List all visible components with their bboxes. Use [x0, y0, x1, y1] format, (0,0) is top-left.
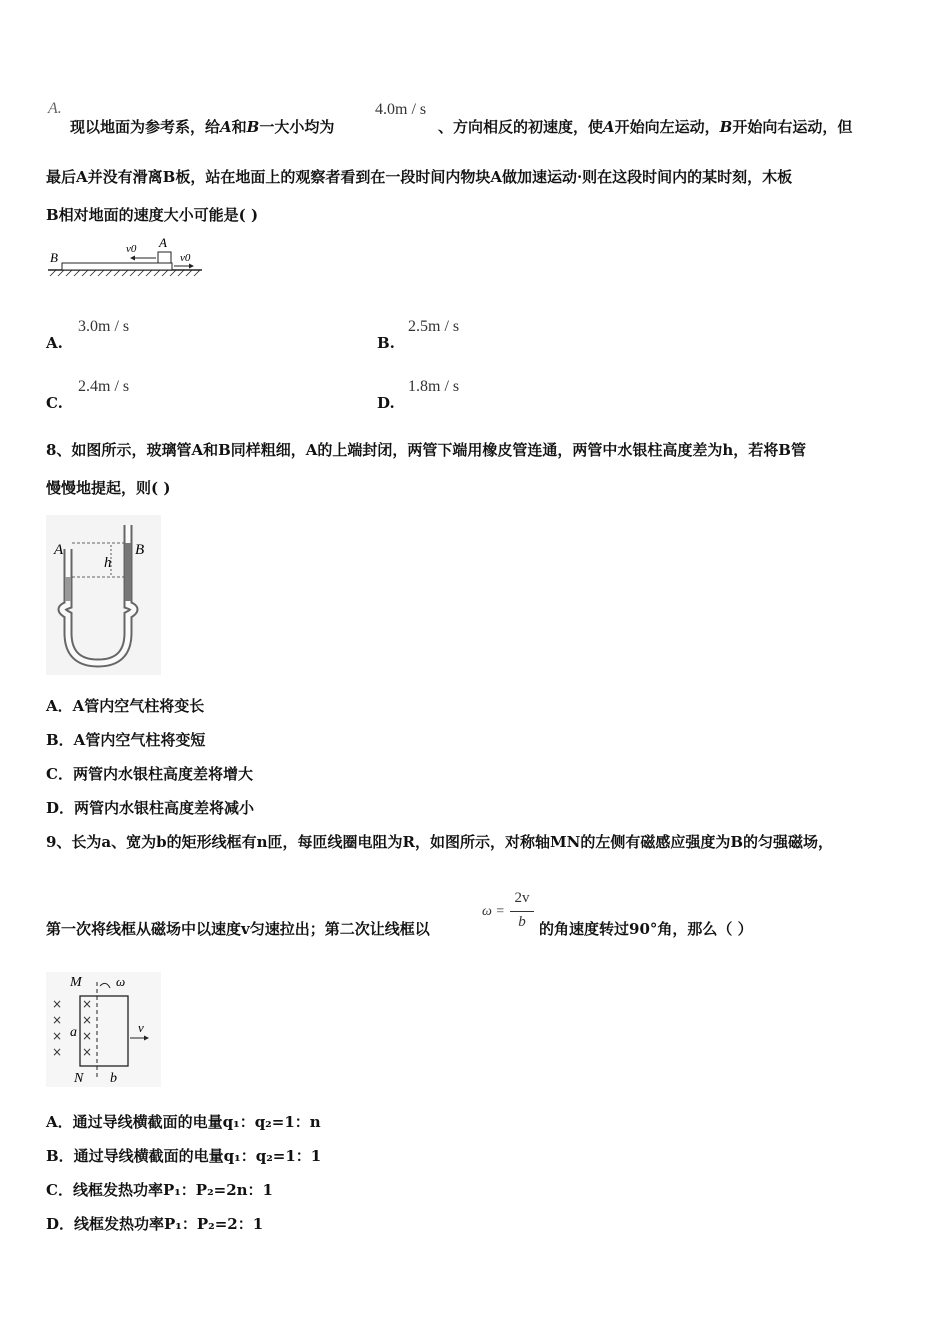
- q7-line3: B相对地面的速度大小可能是( ): [46, 206, 259, 224]
- label-a: A: [54, 542, 64, 558]
- label-omega: ω: [116, 974, 126, 989]
- q7-figure: [46, 232, 206, 282]
- q8-option-c: C．两管内水银柱高度差将增大: [46, 765, 253, 783]
- label-v0-left: v0: [126, 243, 137, 255]
- q7-option-c-value: 2.4m / s: [78, 378, 130, 395]
- q7-option-a-key: A.: [46, 334, 63, 352]
- q7-option-marker: A.: [48, 100, 62, 117]
- label-v0-right: v0: [180, 252, 191, 264]
- q9-line2-post: 的角速度转过90°角，那么（ ）: [539, 920, 753, 938]
- svg-text:×: ×: [52, 997, 63, 1011]
- q9-line1: 9、长为a、宽为b的矩形线框有n匝，每匝线圈电阻为R，如图所示，对称轴MN的左侧有磁感应强度为B的匀强磁场，: [46, 833, 834, 851]
- arrow-left-head: [130, 256, 135, 261]
- board-b: [62, 263, 172, 270]
- q7-option-b-value: 2.5m / s: [408, 318, 460, 335]
- q8-option-a: A．A管内空气柱将变长: [46, 697, 205, 715]
- q9-option-c: C．线框发热功率P₁：P₂=2n：1: [46, 1181, 273, 1199]
- q7-line1-post: 、方向相反的初速度，使A开始向左运动，B开始向右运动，但: [438, 118, 853, 136]
- mercury-b: [125, 543, 131, 601]
- figure-background: [46, 515, 161, 675]
- label-b: B: [135, 542, 145, 558]
- q9-fraction-bar: [510, 911, 534, 912]
- q7-speed: 4.0m / s: [375, 101, 427, 118]
- q7-option-d-value: 1.8m / s: [408, 378, 460, 395]
- svg-text:×: ×: [82, 1029, 93, 1043]
- q8-line1: 8、如图所示，玻璃管A和B同样粗细，A的上端封闭，两管下端用橡皮管连通，两管中水银柱高度差为h，若将B管: [46, 441, 806, 459]
- label-a: A: [159, 235, 167, 250]
- q7-option-c-key: C.: [46, 394, 63, 412]
- q8-option-d: D．两管内水银柱高度差将减小: [46, 799, 255, 817]
- q7-option-b-key: B.: [377, 334, 395, 352]
- svg-text:×: ×: [82, 1013, 93, 1027]
- q7-option-d-key: D.: [377, 394, 395, 412]
- q9-option-a: A．通过导线横截面的电量q₁：q₂=1：n: [46, 1113, 321, 1131]
- arrow-right-head: [189, 264, 194, 269]
- q7-line1: 现以地面为参考系，给A和B一大小均为: [70, 118, 335, 136]
- svg-text:×: ×: [82, 1045, 93, 1059]
- label-b: B: [50, 250, 58, 265]
- label-n: N: [74, 1071, 84, 1086]
- label-b: b: [110, 1071, 117, 1086]
- label-v: v: [138, 1020, 144, 1035]
- ground-hatching: [50, 270, 200, 276]
- label-a: a: [70, 1025, 77, 1040]
- q9-option-b: B．通过导线横截面的电量q₁：q₂=1：1: [46, 1147, 322, 1165]
- label-h: h: [104, 555, 112, 571]
- mercury-a: [65, 577, 71, 601]
- q7-line2: 最后A并没有滑离B板，站在地面上的观察者看到在一段时间内物块A做加速运动·则在这段时间内的某时刻，木板: [46, 168, 793, 186]
- label-m: M: [70, 975, 82, 990]
- q8-option-b: B．A管内空气柱将变短: [46, 731, 206, 749]
- q7-option-a-value: 3.0m / s: [78, 318, 130, 335]
- q9-fraction-denominator: b: [518, 914, 526, 930]
- q9-figure: [46, 972, 161, 1087]
- q8-figure: [46, 515, 161, 675]
- svg-text:×: ×: [52, 1029, 63, 1043]
- svg-text:×: ×: [52, 1045, 63, 1059]
- q9-fraction-numerator: 2v: [514, 890, 530, 906]
- q9-option-d: D．线框发热功率P₁：P₂=2：1: [46, 1215, 264, 1233]
- q8-line2: 慢慢地提起，则( ): [46, 479, 171, 497]
- svg-text:×: ×: [82, 997, 93, 1011]
- block-a: [158, 252, 171, 263]
- q9-line2-pre: 第一次将线框从磁场中以速度v匀速拉出；第二次让线框以: [46, 920, 430, 938]
- svg-text:×: ×: [52, 1013, 63, 1027]
- q9-omega: ω =: [482, 904, 505, 919]
